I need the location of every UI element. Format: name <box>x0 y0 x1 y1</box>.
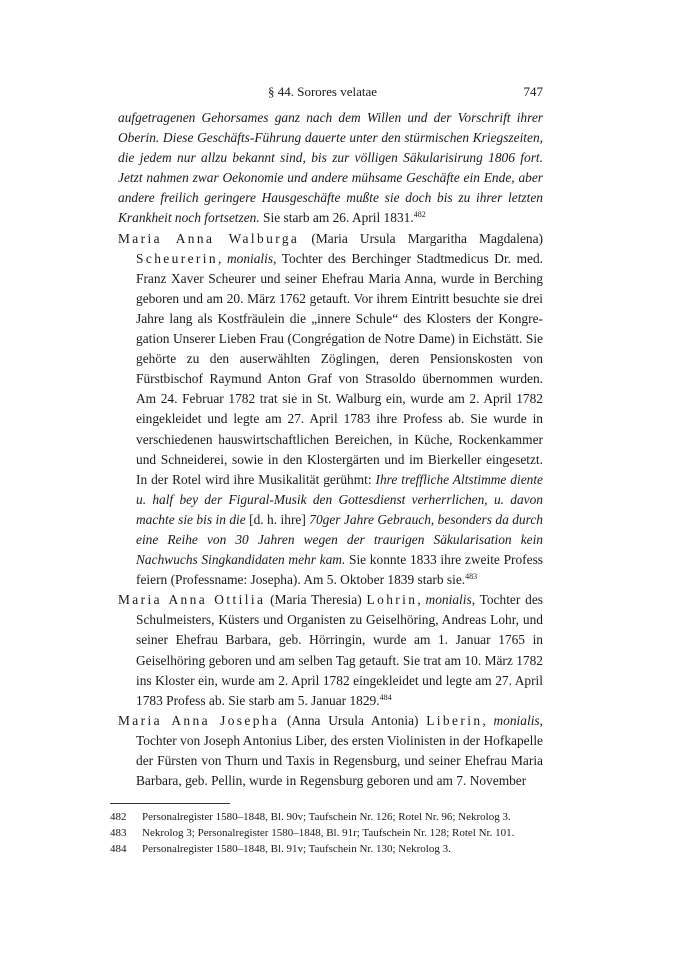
footnote-number: 484 <box>110 843 127 856</box>
footnotes <box>110 809 543 857</box>
entry-name: Maria Anna Walburga <box>118 230 300 246</box>
text: (Maria Theresia) <box>265 592 367 608</box>
text: , Tochter des Schulmeisters, Küsters und Organisten zu Geiselhöring, Andreas Lohr, und seiner Ehefrau Barbara, geb. Hörringin, wurde am 1. Januar 1765 in Geiselhöring geboren und am selben Tag getauft. Sie trat am 10. März 1782 ins Kloster ein, wurde am 2. April 1782 eingekleidet und legte am 27. April 1783 Profess ab. Sie starb am 5. Januar 1829. <box>136 592 543 708</box>
text: [d. h. ihre] <box>245 511 310 527</box>
quote: 70ger Jahre Gebrauch, besonders da durch eine Reihe von 30 Jahren wegen der traurigen Säkularisation kein Nachwuchs Singkandidaten mehr kam. <box>136 511 543 568</box>
footnote-divider <box>110 803 230 804</box>
main-text <box>118 108 543 791</box>
monialis-label: monialis <box>493 712 540 728</box>
footnote-number: 482 <box>110 811 127 824</box>
text: Sie starb am 26. April 1831. <box>259 210 414 226</box>
entry-name: Maria Anna Ottilia <box>118 592 266 608</box>
text: Sie konnte 1833 ihre zweite Profess feiern (Professname: Josepha). Am 5. Oktober 1839 starb sie. <box>136 552 543 588</box>
monialis-label: monialis <box>425 592 472 608</box>
footnote <box>110 841 543 857</box>
text: , Tochter des Berchinger Stadtmedicus Dr. med. Franz Xaver Scheurer und seiner Ehefrau Maria Anna, wurde in Berching geboren und am 20. März 1762 getauft. Vor ihrem Eintritt besuchte sie drei Jahre lang als Kostfräulein die „innere Schule“ des Klosters der Kongregation Unserer Lieben Frau (Congrégation de Notre Dame) in Eichstätt. Sie gehörte zu den auserwählten Zöglingen, deren Pensionskosten von Fürstbischof Raymund Anton Graf von Strasoldo übernommen wurden. Am 24. Februar 1782 trat sie in St. Walburg ein, wurde am 2. April 1782 eingekleidet und legte am 27. April 1783 ihre Profess ab. Sie wurde in verschiedenen hauswirtschaftlichen Bereichen, in Küche, Rockenkammer und Schneiderei, sowie in den Klostergärten und im Bierkeller eingesetzt. In der Rotel wird ihre Musikalität gerühmt: <box>136 250 543 487</box>
entry-surname: Lohrin <box>366 592 418 608</box>
page-number: 747 <box>523 84 543 99</box>
monialis-label: monialis <box>226 250 274 266</box>
text: , <box>218 250 227 266</box>
entry-ottilia <box>118 590 543 711</box>
footnote <box>110 809 543 825</box>
running-title: § 44. Sorores velatae <box>268 84 378 99</box>
page-header <box>118 84 543 106</box>
quote: aufgetragenen Gehorsames ganz nach dem Willen und der Vorschrift ihrer Oberin. Diese Geschäfts-Führung dauerte unter den stürmischen Kriegszeiten, die jedem nur allzu bekannt sind, bis zur völligen Säkularisirung 1806 fort. Jetzt nahmen zwar Oekonomie und andere mühsame Geschäfte ein Ende, aber andere freilich geringere Hausgeschäfte mußte sie doch bis zu ihrer letzten Krankheit noch fortsetzen. <box>118 110 543 226</box>
entry-walburga <box>118 229 543 591</box>
footnote-ref: 482 <box>413 210 426 220</box>
footnote-text: Personalregister 1580–1848, Bl. 90v; Taufschein Nr. 126; Rotel Nr. 96; Nekrolog 3. <box>142 811 511 824</box>
footnote-text: Nekrolog 3; Personalregister 1580–1848, Bl. 91r; Taufschein Nr. 128; Rotel Nr. 101. <box>142 827 515 840</box>
footnote-ref: 483 <box>465 572 478 582</box>
text: , <box>482 712 494 728</box>
footnote-text: Personalregister 1580–1848, Bl. 91v; Taufschein Nr. 130; Nekrolog 3. <box>142 843 451 856</box>
footnote-number: 483 <box>110 827 127 840</box>
text: (Maria Ursula Margaritha Magdalena) <box>299 230 543 246</box>
text: , <box>417 592 426 608</box>
entry-name: Maria Anna Josepha <box>118 712 280 728</box>
entry-surname: Liberin <box>426 712 483 728</box>
footnote-ref: 484 <box>379 692 392 702</box>
footnote <box>110 825 543 841</box>
text: (Anna Ursula Antonia) <box>279 712 427 728</box>
paragraph-continuation <box>118 108 543 229</box>
book-page <box>110 84 544 857</box>
quote: Ihre treffliche Altstimme diente u. half bey der Figural-Musik den Gottesdienst verherrlichen, u. davon machte sie bis in die <box>136 471 544 527</box>
entry-josepha <box>118 711 543 791</box>
text: , Tochter von Joseph Antonius Liber, des ersten Violinisten in der Hofkapelle der Fürsten von Thurn und Taxis in Regensburg, und seiner Ehefrau Maria Barbara, geb. Pellin, wurde in Regensburg geboren und am 7. November <box>136 712 543 789</box>
entry-surname: Scheurerin <box>136 250 219 266</box>
